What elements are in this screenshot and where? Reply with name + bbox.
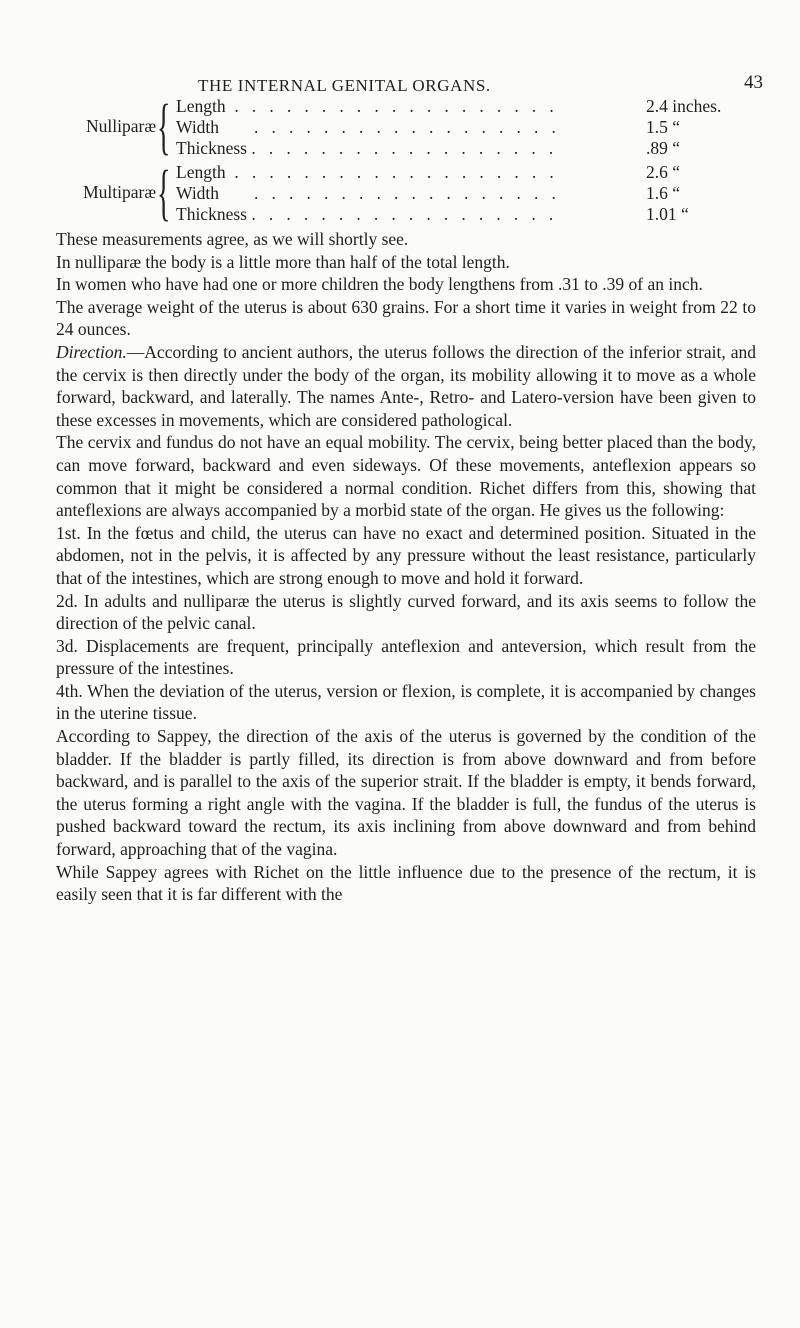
- paragraph: In nulliparæ the body is a little more than half of the total length.: [56, 251, 510, 272]
- measure-name: Width: [176, 117, 220, 137]
- nulliparae-group: [56, 93, 756, 161]
- paragraph-body: —According to ancient authors, the uterus follows the direction of the inferior strait, and the cervix is then directly under the body of the organ, its mobility allowing it to move as a whole forward, backward, and laterally. The names Ante-, Retro- and Latero-version have been given to these excesses in movements, which are considered pathological.: [56, 341, 756, 430]
- measure-row: Length . . . . . . . . . . . . . . . . . . . 2.4 inches.: [176, 96, 722, 116]
- paragraph: 4th. When the deviation of the uterus, version or flexion, is complete, it is accompanied by changes in the uterine tissue.: [56, 680, 756, 724]
- brace-icon: {: [157, 159, 171, 227]
- paragraph: According to Sappey, the direction of the axis of the uterus is governed by the condition of the bladder. If the bladder is partly filled, its direction is from above downward and from before backward, and is parallel to the axis of the superior strait. If the bladder is empty, it bends forward, the uterus forming a right angle with the vagina. If the bladder is full, the fundus of the uterus is pushed backward toward the rectum, its axis inclining from above downward and from behind forward, approaching that of the vagina.: [56, 726, 756, 860]
- paragraph: 3d. Displacements are frequent, principally anteflexion and anteversion, which result from the pressure of the intestines.: [56, 635, 756, 679]
- measure-name: Length: [176, 96, 226, 116]
- running-title: THE INTERNAL GENITAL ORGANS.: [198, 76, 491, 95]
- page-number: 43: [744, 72, 763, 93]
- group-label: Nulliparæ: [86, 116, 156, 136]
- measure-row: Thickness . . . . . . . . . . . . . . . . . . .89 “: [176, 138, 681, 158]
- measure-name: Width: [176, 183, 220, 203]
- measure-value: 2.4 inches.: [646, 96, 722, 116]
- measure-name: Thickness: [176, 138, 247, 158]
- group-label: Multiparæ: [83, 182, 156, 202]
- paragraph: The average weight of the uterus is about 630 grains. For a short time it varies in weight from 22 to 24 ounces.: [56, 296, 756, 340]
- paragraph: 2d. In adults and nulliparæ the uterus is slightly curved forward, and its axis seems to follow the direction of the pelvic canal.: [56, 590, 756, 634]
- measure-name: Length: [176, 162, 226, 182]
- measure-row: Width . . . . . . . . . . . . . . . . . . 1.5 “: [176, 117, 681, 137]
- measure-value: 1.01 “: [646, 204, 689, 224]
- measure-row: Length . . . . . . . . . . . . . . . . . . . 2.6 “: [176, 162, 681, 182]
- measure-value: 1.5 “: [646, 117, 681, 137]
- measure-row: Thickness . . . . . . . . . . . . . . . . . . 1.01 “: [176, 204, 689, 224]
- measure-value: 2.6 “: [646, 162, 681, 182]
- measure-name: Thickness: [176, 204, 247, 224]
- paragraph: While Sappey agrees with Richet on the little influence due to the presence of the rectum, it is easily seen that it is far different with the: [56, 861, 756, 905]
- paragraph-direction: [56, 341, 756, 431]
- paragraph: In women who have had one or more children the body lengthens from .31 to .39 of an inch.: [56, 274, 703, 295]
- paragraph: These measurements agree, as we will shortly see.: [56, 229, 409, 249]
- measure-row: Width . . . . . . . . . . . . . . . . . . 1.6 “: [176, 183, 681, 203]
- section-heading: Direction.: [56, 341, 127, 362]
- paragraph: The cervix and fundus do not have an equal mobility. The cervix, being better placed than the body, can move forward, backward and even sideways. Of these movements, anteflexion appears so common that it might be considered a normal condition. Richet differs from this, showing that anteflexions are always accompanied by a morbid state of the organ. He gives us the following:: [56, 432, 756, 521]
- measure-value: .89 “: [646, 138, 681, 158]
- paragraph: 1st. In the fœtus and child, the uterus can have no exact and determined position. Situated in the abdomen, not in the pelvis, it is affected by any pressure without the least resistance, particularly that of the intestines, which are strong enough to move and hold it forward.: [56, 522, 756, 588]
- measurements-table: [56, 93, 756, 227]
- body-text: [56, 228, 756, 906]
- measure-value: 1.6 “: [646, 183, 681, 203]
- brace-icon: {: [157, 93, 171, 161]
- multiparae-group: [56, 159, 756, 227]
